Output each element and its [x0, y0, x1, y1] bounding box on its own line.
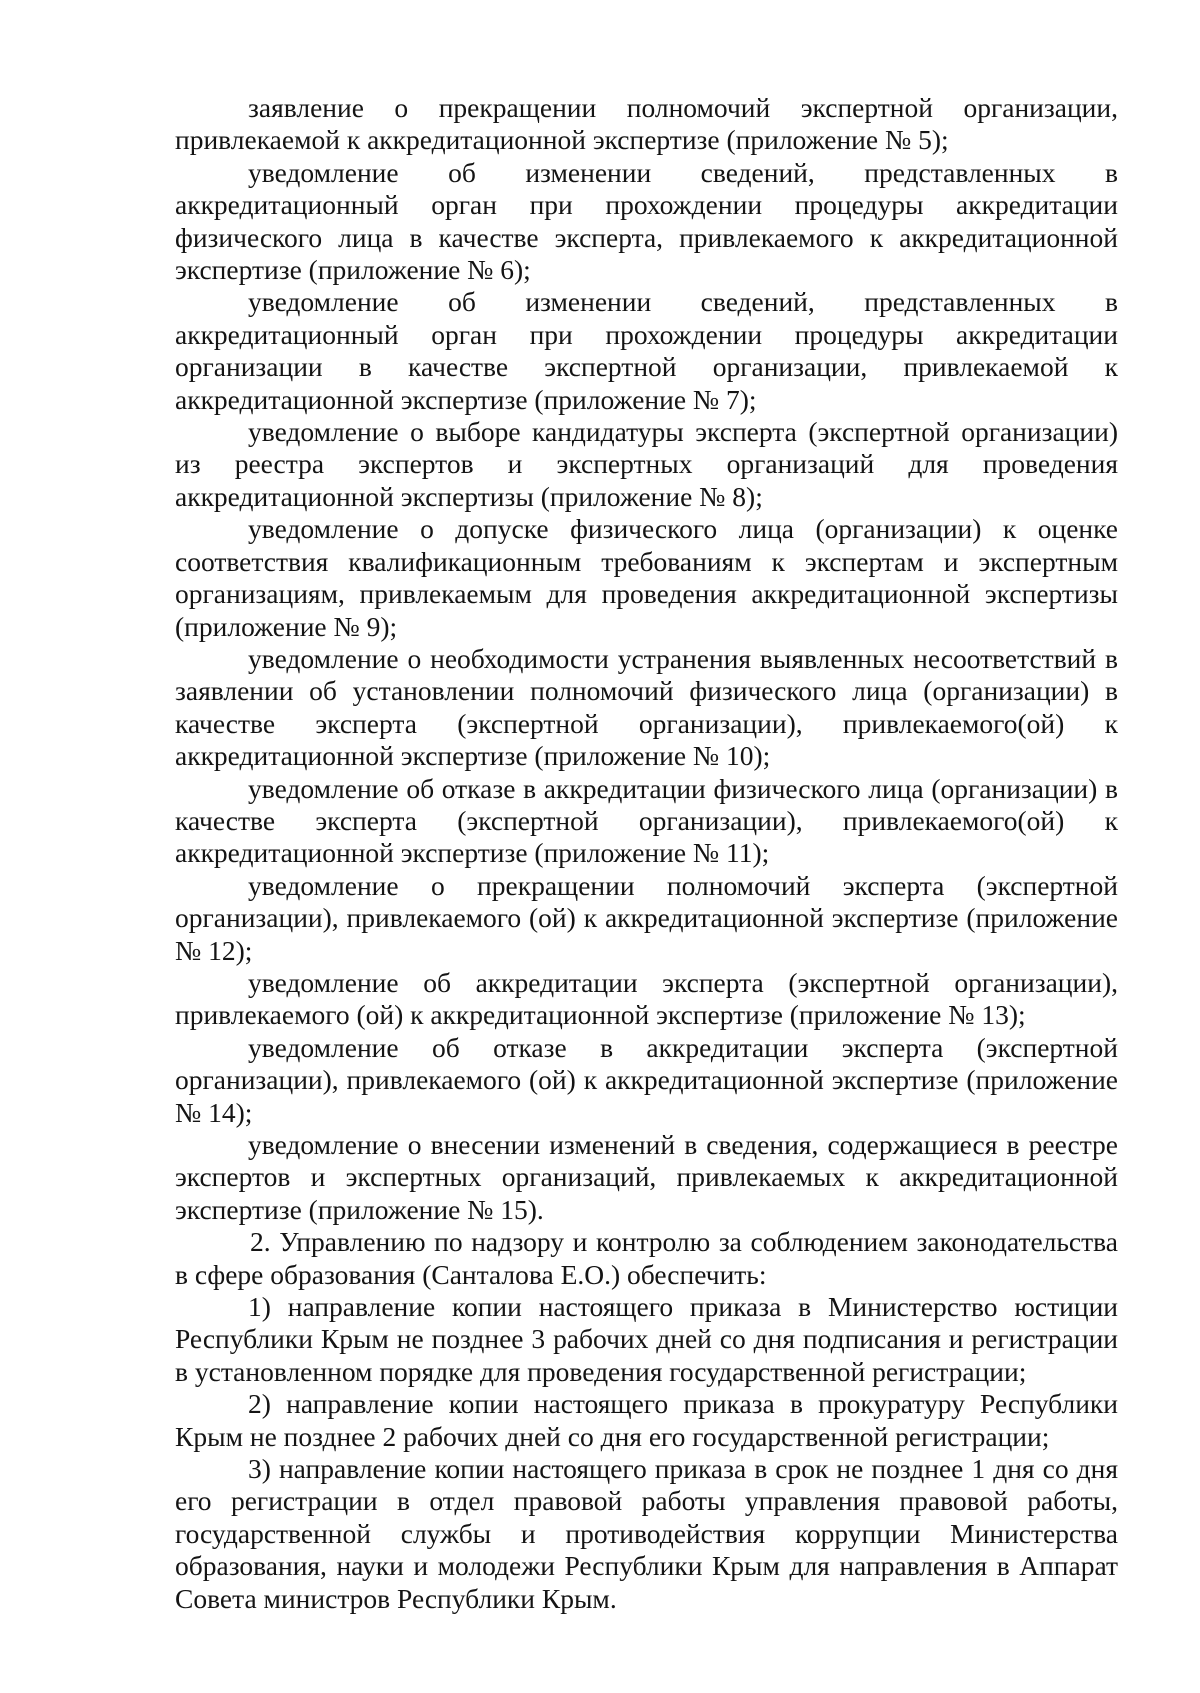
paragraph-appendix-10: уведомление о необходимости устранения выявленных несоответствий в заявлении об установлении полномочий физического лица (организации) в качестве эксперта (экспертной организации), привлекаемого(ой) к аккредитационной экспертизе (приложение № 10);	[175, 642, 1118, 772]
paragraph-appendix-9: уведомление о допуске физического лица (организации) к оценке соответствия квалификационным требованиям к экспертам и экспертным организациям, привлекаемым для проведения аккредитационной экспертизы (приложение № 9);	[175, 513, 1118, 642]
paragraph-appendix-5: заявление о прекращении полномочий экспертной организации, привлекаемой к аккредитационной экспертизе (приложение № 5);	[175, 92, 1118, 156]
paragraph-appendix-12: уведомление о прекращении полномочий эксперта (экспертной организации), привлекаемого (ой) к аккредитационной экспертизе (приложение № 12);	[175, 869, 1118, 966]
paragraph-subitem-1: 1) направление копии настоящего приказа в Министерство юстиции Республики Крым не позднее 3 рабочих дней со дня подписания и регистрации в установленном порядке для проведения государственной регистрации;	[175, 1291, 1118, 1387]
paragraph-appendix-6: уведомление об изменении сведений, представленных в аккредитационный орган при прохождении процедуры аккредитации физического лица в качестве эксперта, привлекаемого к аккредитационной экспертизе (приложение № 6);	[175, 156, 1118, 286]
document-body	[175, 92, 1118, 1615]
paragraph-subitem-3: 3) направление копии настоящего приказа в срок не позднее 1 дня со дня его регистрации в отдел правовой работы управления правовой работы, государственной службы и противодействия коррупции Министерства образования, науки и молодежи Республики Крым для направления в Аппарат Совета министров Республики Крым.	[175, 1453, 1118, 1614]
paragraph-subitem-2: 2) направление копии настоящего приказа в прокуратуру Республики Крым не позднее 2 рабочих дней со дня его государственной регистрации;	[175, 1388, 1118, 1452]
paragraph-appendix-11: уведомление об отказе в аккредитации физического лица (организации) в качестве эксперта (экспертной организации), привлекаемого(ой) к аккредитационной экспертизе (приложение № 11);	[175, 772, 1118, 869]
paragraph-item-2: 2. Управлению по надзору и контролю за соблюдением законодательства в сфере образования (Санталова Е.О.) обеспечить:	[175, 1226, 1118, 1290]
paragraph-appendix-14: уведомление об отказе в аккредитации эксперта (экспертной организации), привлекаемого (ой) к аккредитационной экспертизе (приложение № 14);	[175, 1031, 1118, 1128]
paragraph-appendix-8: уведомление о выборе кандидатуры эксперта (экспертной организации) из реестра экспертов и экспертных организаций для проведения аккредитационной экспертизы (приложение № 8);	[175, 416, 1118, 512]
paragraph-appendix-15: уведомление о внесении изменений в сведения, содержащиеся в реестре экспертов и экспертных организаций, привлекаемых к аккредитационной экспертизе (приложение № 15).	[175, 1129, 1118, 1225]
paragraph-appendix-7: уведомление об изменении сведений, представленных в аккредитационный орган при прохождении процедуры аккредитации организации в качестве экспертной организации, привлекаемой к аккредитационной экспертизе (приложение № 7);	[175, 286, 1118, 415]
paragraph-appendix-13: уведомление об аккредитации эксперта (экспертной организации), привлекаемого (ой) к аккредитационной экспертизе (приложение № 13);	[175, 966, 1118, 1031]
